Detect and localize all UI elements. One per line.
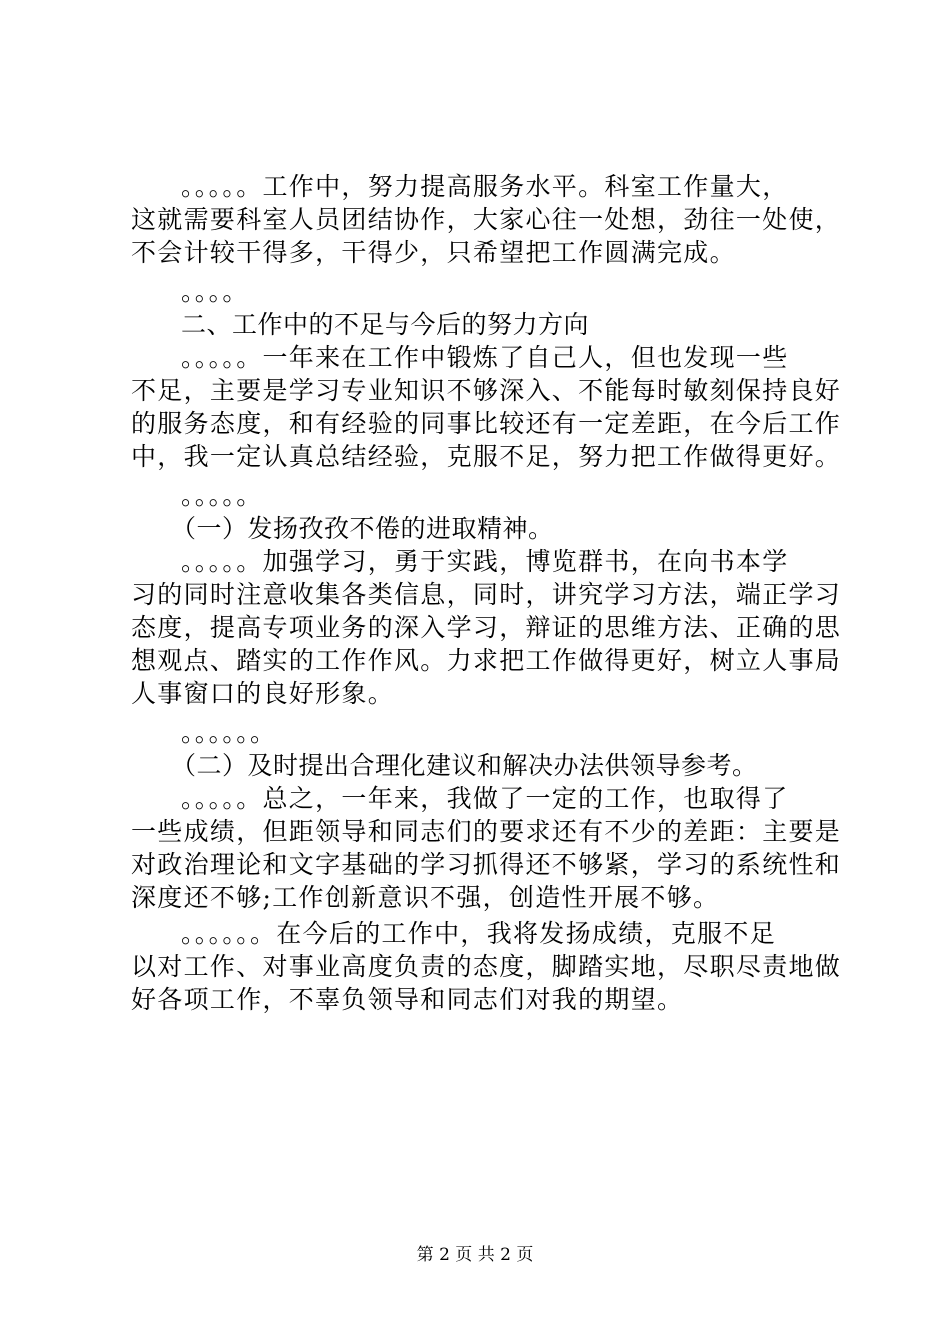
paragraph-future xyxy=(131,917,842,1016)
paragraph-line: 这就需要科室人员团结协作，大家心往一处想，劲往一处使， xyxy=(131,205,842,234)
paragraph-line: 以对工作、对事业高度负责的态度，脚踏实地，尽职尽责地做 xyxy=(131,952,842,981)
paragraph-line: 。。。。。。在今后的工作中，我将发扬成绩，克服不足 xyxy=(181,919,777,948)
paragraph-shortcomings xyxy=(131,341,842,473)
paragraph-line: 态度，提高专项业务的深入学习，辩证的思维方法、正确的思 xyxy=(131,613,842,642)
paragraph-line: 中，我一定认真总结经验，克服不足，努力把工作做得更好。 xyxy=(131,442,842,471)
paragraph-line: 人事窗口的良好形象。 xyxy=(131,679,395,708)
dot-separator: 。。。。 xyxy=(181,277,249,306)
subsection-heading-spirit: （一）发扬孜孜不倦的进取精神。 xyxy=(171,514,554,543)
document-body xyxy=(131,170,842,1016)
paragraph-line: 一些成绩，但距领导和同志们的要求还有不少的差距：主要是 xyxy=(131,817,842,846)
paragraph-line: 对政治理论和文字基础的学习抓得还不够紧，学习的系统性和 xyxy=(131,850,842,879)
paragraph-line: 深度还不够;工作创新意识不强，创造性开展不够。 xyxy=(131,883,720,912)
paragraph-line: 不足，主要是学习专业知识不够深入、不能每时敏刻保持良好 xyxy=(131,376,842,405)
paragraph-summary xyxy=(131,782,842,914)
paragraph-line: 。。。。。加强学习，勇于实践，博览群书，在向书本学 xyxy=(181,547,789,576)
paragraph-line: 想观点、踏实的工作作风。力求把工作做得更好，树立人事局 xyxy=(131,646,842,675)
paragraph-line: 习的同时注意收集各类信息，同时，讲究学习方法，端正学习 xyxy=(131,580,842,609)
section-heading-shortcomings: 二、工作中的不足与今后的努力方向 xyxy=(181,310,590,339)
paragraph-line: 不会计较干得多，干得少，只希望把工作圆满完成。 xyxy=(131,238,736,267)
dot-separator: 。。。。。 xyxy=(181,481,263,510)
dot-separator: 。。。。。。 xyxy=(181,718,277,747)
paragraph-service-level xyxy=(131,170,842,269)
paragraph-line: 。。。。。工作中，努力提高服务水平。科室工作量大， xyxy=(181,172,789,201)
paragraph-line: 的服务态度，和有经验的同事比较还有一定差距，在今后工作 xyxy=(131,409,842,438)
page-number-footer: 第 2 页 共 2 页 xyxy=(416,1245,534,1265)
paragraph-line: 。。。。。总之，一年来，我做了一定的工作，也取得了 xyxy=(181,784,789,813)
paragraph-line: 。。。。。一年来在工作中锻炼了自己人，但也发现一些 xyxy=(181,343,789,372)
subsection-heading-suggestions: （二）及时提出合理化建议和解决办法供领导参考。 xyxy=(171,751,758,780)
paragraph-line: 好各项工作，不辜负领导和同志们对我的期望。 xyxy=(131,985,684,1014)
paragraph-study xyxy=(131,545,842,710)
